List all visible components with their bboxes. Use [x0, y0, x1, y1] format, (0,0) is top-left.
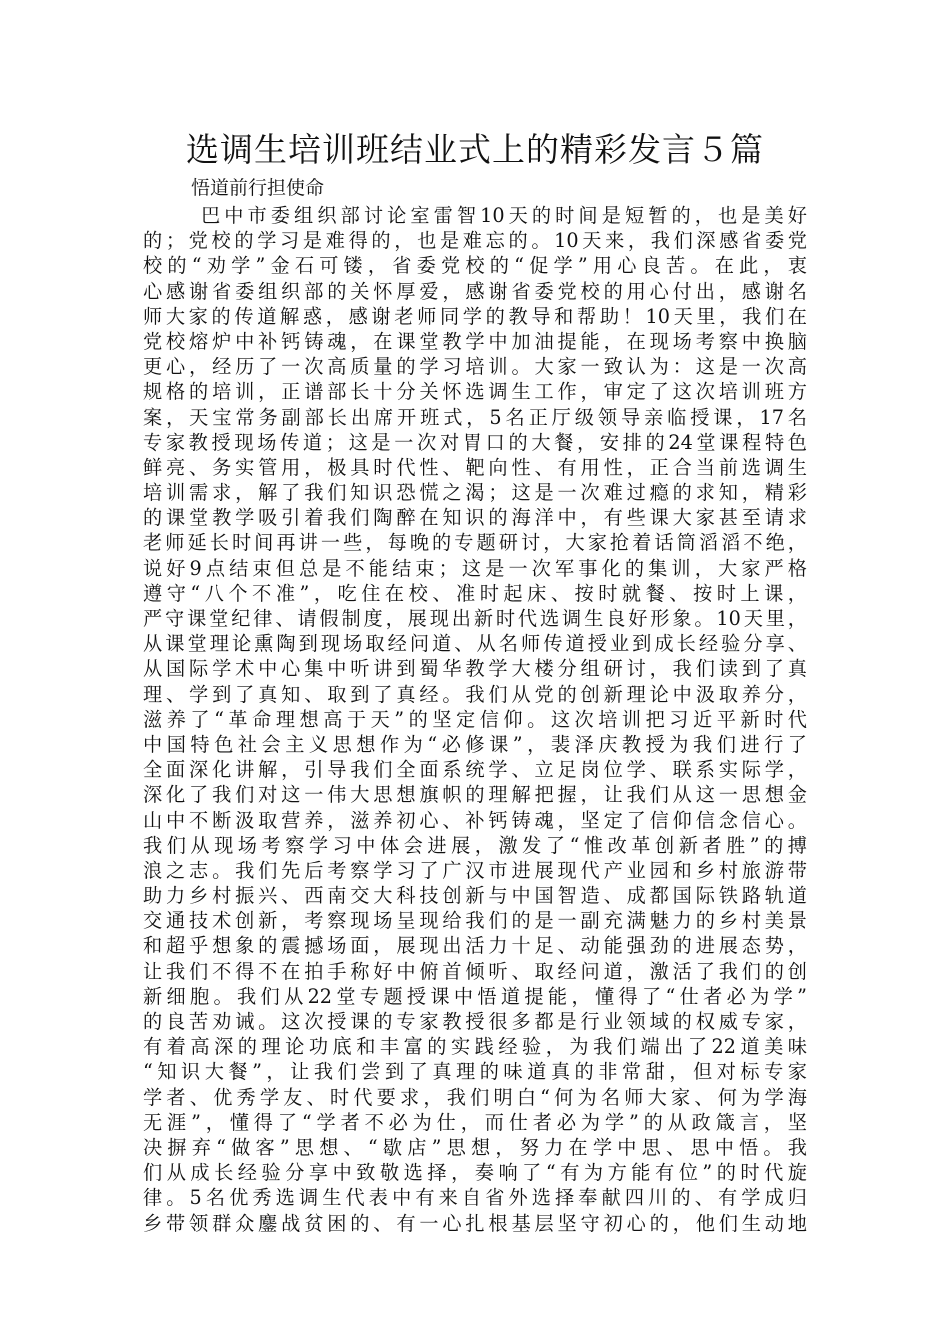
body-line: 专家教授现场传道；这是一次对胃口的大餐，安排的24堂课程特色 [143, 430, 807, 454]
body-line: 理、学到了真知、取到了真经。我们从党的创新理论中汲取养分， [143, 682, 807, 706]
body-line: 巴中市委组织部讨论室雷智10天的时间是短暂的，也是美好 [201, 204, 807, 227]
body-line: 校的“劝学”金石可镂，省委党校的“促学”用心良苦。在此，衷 [143, 254, 807, 278]
body-line: 我们从现场考察学习中体会进展，激发了“惟改革创新者胜”的搏 [143, 833, 807, 857]
body-line: 乡带领群众鏖战贫困的、有一心扎根基层坚守初心的，他们生动地 [143, 1211, 807, 1235]
document-subtitle: 悟道前行担使命 [191, 177, 325, 199]
body-line: 律。5名优秀选调生代表中有来自省外选择奉献四川的、有学成归 [143, 1186, 807, 1210]
body-line: 说好9点结束但总是不能结束；这是一次军事化的集训，大家严格 [143, 556, 807, 580]
body-line: 老师延长时间再讲一些，每晚的专题研讨，大家抢着话筒滔滔不绝， [143, 531, 807, 555]
body-line: 深化了我们对这一伟大思想旗帜的理解把握，让我们从这一思想金 [143, 783, 807, 807]
body-line: 山中不断汲取营养，滋养初心、补钙铸魂，坚定了信仰信念信心。 [143, 808, 807, 832]
body-line: 浪之志。我们先后考察学习了广汉市进展现代产业园和乡村旅游带 [143, 858, 807, 882]
document-body [143, 203, 807, 1236]
body-line: 交通技术创新，考察现场呈现给我们的是一副充满魅力的乡村美景 [143, 909, 807, 933]
body-line: 更心，经历了一次高质量的学习培训。大家一致认为：这是一次高 [143, 355, 807, 379]
body-line: 和超乎想象的震撼场面，展现出活力十足、动能强劲的进展态势， [143, 934, 807, 958]
document-title: 选调生培训班结业式上的精彩发言５篇 [186, 130, 764, 169]
body-line: 的良苦劝诫。这次授课的专家教授很多都是行业领域的权威专家， [143, 1010, 807, 1033]
body-line: 滋养了“革命理想高于天”的坚定信仰。这次培训把习近平新时代 [143, 707, 807, 731]
body-line: 的课堂教学吸引着我们陶醉在知识的海洋中，有些课大家甚至请求 [143, 506, 807, 530]
body-line: 让我们不得不在拍手称好中俯首倾听、取经问道，激活了我们的创 [143, 959, 807, 983]
body-line: 的；党校的学习是难得的，也是难忘的。10天来，我们深感省委党 [143, 229, 807, 253]
body-line: 们从成长经验分享中致敬选择，奏响了“有为方能有位”的时代旋 [143, 1161, 807, 1185]
body-line: 党校熔炉中补钙铸魂，在课堂教学中加油提能，在现场考察中换脑 [143, 329, 807, 353]
body-line: 决摒弃“做客”思想、“歇店”思想，努力在学中思、思中悟。我 [143, 1135, 807, 1159]
body-line: 全面深化讲解，引导我们全面系统学、立足岗位学、联系实际学， [143, 758, 807, 782]
body-line: 中国特色社会主义思想作为“必修课”，裴泽庆教授为我们进行了 [143, 732, 807, 756]
body-line: 规格的培训，正谱部长十分关怀选调生工作，审定了这次培训班方 [143, 380, 807, 404]
body-line: 从课堂理论熏陶到现场取经问道、从名师传道授业到成长经验分享、 [143, 632, 807, 656]
body-line: “知识大餐”，让我们尝到了真理的味道真的非常甜，但对标专家 [143, 1060, 807, 1084]
body-line: 培训需求，解了我们知识恐慌之渴；这是一次难过瘾的求知，精彩 [143, 481, 807, 505]
body-line: 师大家的传道解惑，感谢老师同学的教导和帮助！10天里，我们在 [143, 304, 807, 328]
body-line: 助力乡村振兴、西南交大科技创新与中国智造、成都国际铁路轨道 [143, 884, 807, 908]
body-line: 从国际学术中心集中听讲到蜀华教学大楼分组研讨，我们读到了真 [143, 657, 807, 681]
body-line: 鲜亮、务实管用，极具时代性、靶向性、有用性，正合当前选调生 [143, 455, 807, 479]
body-line: 新细胞。我们从22堂专题授课中悟道提能，懂得了“仕者必为学” [143, 984, 807, 1008]
body-line: 有着高深的理论功底和丰富的实践经验，为我们端出了22道美味 [143, 1035, 807, 1059]
body-line: 心感谢省委组织部的关怀厚爱，感谢省委党校的用心付出，感谢名 [143, 279, 807, 303]
body-line: 案，天宝常务副部长出席开班式，5名正厅级领导亲临授课，17名 [143, 405, 807, 429]
body-line: 学者、优秀学友、时代要求，我们明白“何为名师大家、何为学海 [143, 1085, 807, 1109]
body-line: 无涯”，懂得了“学者不必为仕，而仕者必为学”的从政箴言，坚 [143, 1110, 807, 1134]
body-line: 遵守“八个不准”，吃住在校、准时起床、按时就餐、按时上课， [143, 581, 807, 605]
body-line: 严守课堂纪律、请假制度，展现出新时代选调生良好形象。10天里， [143, 607, 807, 630]
